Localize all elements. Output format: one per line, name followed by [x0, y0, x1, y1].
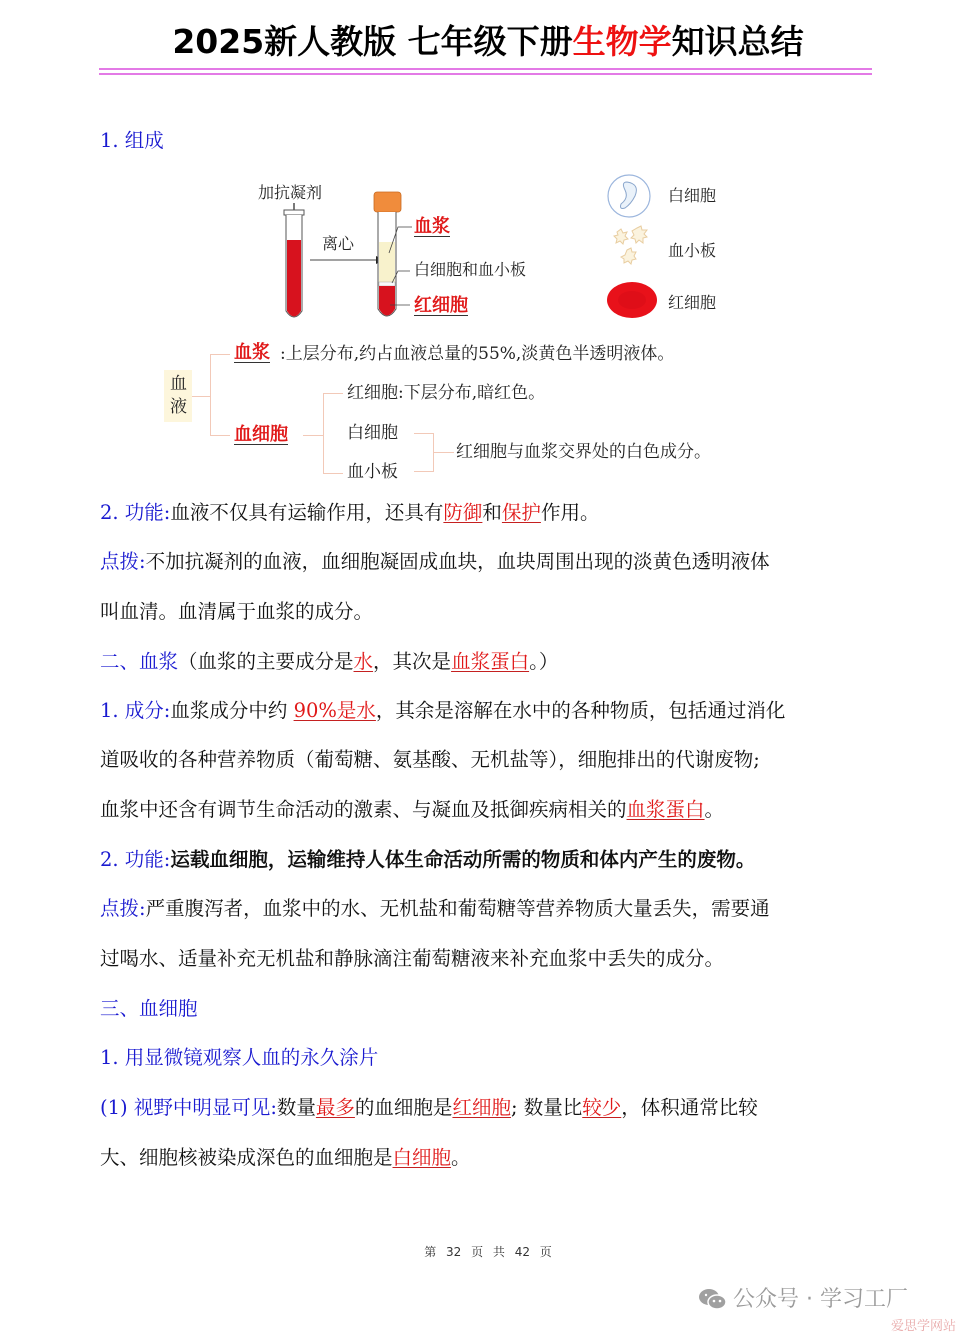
tree-root-char: 血 — [170, 374, 187, 394]
bracket-line — [414, 433, 434, 472]
tree-wbc-platelet-desc: 红细胞与血浆交界处的白色成分。 — [456, 442, 711, 462]
tree-rbc-desc: 红细胞:下层分布,暗红色。 — [347, 383, 546, 403]
watermark-account: 公众号 · 学习工厂 — [733, 1287, 908, 1312]
title-rule-bottom — [99, 73, 872, 75]
composition-line: 1. 成分:血浆成分中约 90%是水，其余是溶解在水中的各种物质，包括通过消化 — [100, 699, 786, 722]
tip-paragraph-line: 过喝水、适量补充无机盐和静脉滴注葡萄糖液来补充血浆中丢失的成分。 — [100, 947, 725, 970]
observation-line: (1) 视野中明显可见:数量最多的血细胞是红细胞; 数量比较少，体积通常比较 — [100, 1096, 758, 1119]
tip-paragraph-line: 点拨:不加抗凝剂的血液，血细胞凝固成血块，血块周围出现的淡黄色透明液体 — [100, 550, 770, 573]
bracket-line — [303, 435, 323, 436]
tree-root-char: 液 — [170, 397, 187, 417]
tree-plasma: 血浆 — [234, 342, 270, 363]
wechat-icon — [698, 1287, 728, 1311]
plasma-function-line: 2. 功能:运载血细胞，运输维持人体生命活动所需的物质和体内产生的废物。 — [100, 848, 756, 871]
subheading-microscope: 1. 用显微镜观察人血的永久涂片 — [100, 1046, 379, 1069]
title-rule-top — [99, 68, 872, 70]
legend-label-rbc: 红细胞 — [668, 293, 717, 312]
tree-root-box — [164, 370, 192, 422]
bracket-line — [434, 452, 454, 453]
rbc-label: 红细胞 — [414, 295, 468, 316]
cell-legend — [605, 172, 665, 322]
anticoagulant-label: 加抗凝剂 — [258, 183, 323, 202]
section-heading-composition: 1. 组成 — [100, 129, 164, 152]
page-title: 2025新人教版 七年级下册生物学知识总结 — [172, 22, 804, 61]
tree-plasma-desc: :上层分布,约占血液总量的55%,淡黄色半透明液体。 — [280, 344, 675, 364]
highlight-protection: 保护 — [501, 501, 541, 524]
bracket-line — [192, 396, 210, 397]
tip-paragraph-line: 点拨:严重腹泻者，血浆中的水、无机盐和葡萄糖等营养物质大量丢失，需要通 — [100, 897, 770, 920]
highlight-defense: 防御 — [443, 501, 483, 524]
page-number: 第 32 页 共 42 页 — [424, 1245, 552, 1259]
watermark-site: 爱思学网站 — [891, 1319, 957, 1334]
tree-platelet: 血小板 — [347, 462, 398, 482]
plasma-label: 血浆 — [414, 216, 450, 237]
tube-cap — [374, 192, 401, 212]
composition-line: 道吸收的各种营养物质（葡萄糖、氨基酸、无机盐等），细胞排出的代谢废物; — [100, 748, 760, 771]
legend-label-wbc: 白细胞 — [668, 186, 717, 205]
section-heading-plasma: 二、血浆（血浆的主要成分是水，其次是血浆蛋白。） — [100, 650, 559, 673]
title-highlight: 生物学 — [572, 22, 672, 61]
bracket-line — [210, 354, 230, 436]
tip-paragraph-line: 叫血清。血清属于血浆的成分。 — [100, 600, 374, 623]
platelet-icon — [614, 226, 647, 264]
section-heading-blood-cells: 三、血细胞 — [100, 997, 198, 1020]
legend-label-platelet: 血小板 — [668, 241, 717, 260]
function-paragraph: 2. 功能:血液不仅具有运输作用，还具有防御和保护作用。 — [100, 501, 600, 524]
observation-line: 大、细胞核被染成深色的血细胞是白细胞。 — [100, 1146, 471, 1169]
tree-wbc: 白细胞 — [347, 423, 398, 443]
centrifuge-label: 离心 — [322, 234, 355, 253]
wbc-platelet-label: 白细胞和血小板 — [414, 260, 527, 279]
composition-line: 血浆中还含有调节生命活动的激素、与凝血及抵御疾病相关的血浆蛋白。 — [100, 798, 725, 821]
bracket-line — [323, 393, 343, 474]
tree-blood-cells: 血细胞 — [234, 424, 288, 445]
